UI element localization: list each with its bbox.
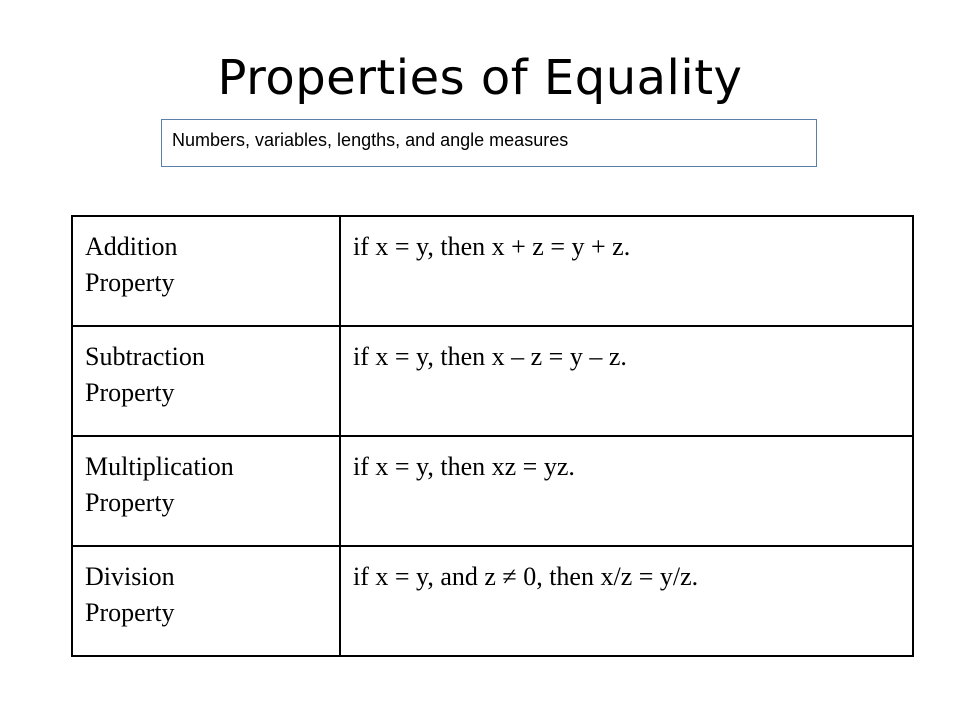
table-row-division	[72, 546, 913, 656]
property-rule-cell	[340, 436, 913, 546]
property-rule-cell	[340, 326, 913, 436]
table-row-subtraction	[72, 326, 913, 436]
property-name-line1: Addition	[85, 232, 178, 261]
property-rule: if x = y, then x + z = y + z.	[353, 232, 631, 261]
property-name-cell	[72, 216, 340, 326]
property-name-cell	[72, 326, 340, 436]
property-name-line2: Property	[85, 488, 175, 517]
property-rule-cell	[340, 546, 913, 656]
subtitle-text: Numbers, variables, lengths, and angle measures	[172, 130, 569, 150]
property-rule-cell	[340, 216, 913, 326]
table-row-addition	[72, 216, 913, 326]
property-name-line1: Division	[85, 562, 175, 591]
property-name-cell	[72, 436, 340, 546]
table-row-multiplication	[72, 436, 913, 546]
property-rule: if x = y, then xz = yz.	[353, 452, 575, 481]
slide-title: Properties of Equality	[217, 50, 743, 106]
property-name-cell	[72, 546, 340, 656]
property-name-line1: Multiplication	[85, 452, 234, 481]
property-rule: if x = y, then x – z = y – z.	[353, 342, 627, 371]
property-name-line2: Property	[85, 378, 175, 407]
subtitle-box	[161, 119, 817, 167]
property-name-line1: Subtraction	[85, 342, 205, 371]
property-name-line2: Property	[85, 268, 175, 297]
properties-table	[71, 215, 914, 657]
property-rule: if x = y, and z ≠ 0, then x/z = y/z.	[353, 562, 699, 591]
property-name-line2: Property	[85, 598, 175, 627]
